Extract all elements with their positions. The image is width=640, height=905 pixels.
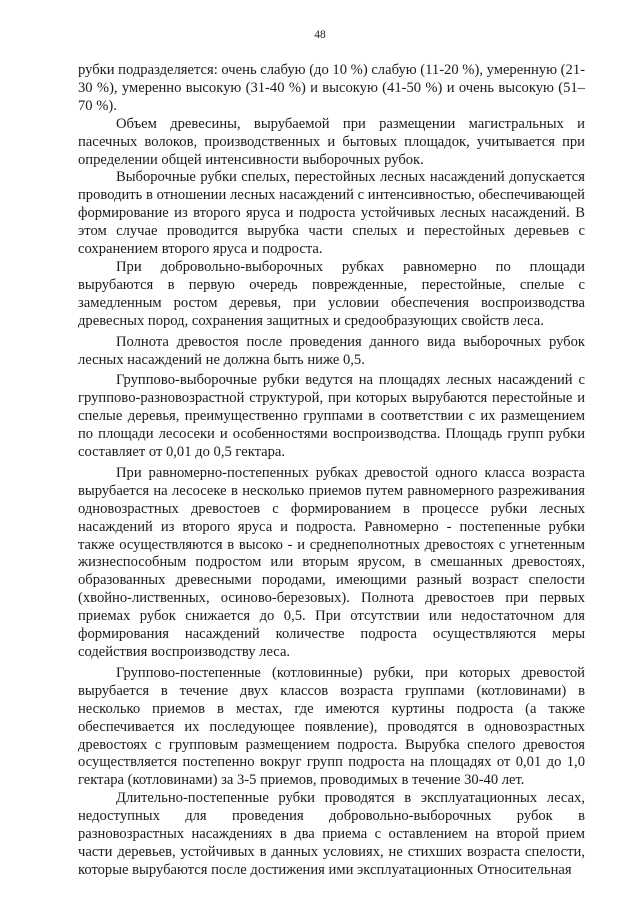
- paragraph-4: При добровольно-выборочных рубках равномерно по площади вырубаются в первую очередь поврежденные, перестойные, спелые с замедленным ростом деревья, при условии обеспечения воспроизводства древесных пород, сохранения защитных и средообразующих свойств леса.: [78, 258, 585, 329]
- body-text: [78, 62, 585, 880]
- paragraph-9: Длительно-постепенные рубки проводятся в эксплуатационных лесах, недоступных для проведения добровольно-выборочных рубок в разновозрастных насаждениях в два приема с оставлением на второй прием части деревьев, устойчивых в данных условиях, не стихших возраста спелости, которые вырубаются после достижения ими эксплуатационных Относительная: [78, 790, 585, 878]
- paragraph-7: При равномерно-постепенных рубках древостой одного класса возраста вырубается на лесосеке в несколько приемов путем равномерного разреживания одновозрастных древостоев с формированием в процессе рубки лесных насаждений из второго яруса и подроста. Равномерно - постепенные рубки также осуществляются в высоко - и среднеполнотных древостоях с угнетенным жизнеспособным подростом или вторым ярусом, в смешанных древостоях, образованных древесными породами, имеющими разный возраст спелости (хвойно-лиственных, осиново-березовых). Полнота древостоев при первых приемах рубок снижается до 0,5. При отсутствии или недостаточном для формирования насаждений количестве подроста осуществляются меры содействия воспроизводству леса.: [78, 464, 585, 660]
- paragraph-8: Групповo-постепенные (котловинные) рубки, при которых древостой вырубается в течение двух классов возраста группами (котловинами) в несколько приемов в местах, где имеются куртины подроста (а также обеспечивается их последующее появление), проводятся в одновозрастных древостоях с групповым размещением подроста. Вырубка спелого древостоя осуществляется постепенно вокруг групп подроста на площадях от 0,01 до 1,0 гектара (котловинами) за 3-5 приемов, проводимых в течение 30-40 лет.: [78, 664, 585, 789]
- paragraph-2: Объем древесины, вырубаемой при размещении магистральных и пасечных волоков, производственных и бытовых площадок, учитывается при определении общей интенсивности выборочных рубок.: [78, 115, 585, 168]
- paragraph-5: Полнота древостоя после проведения данного вида выборочных рубок лесных насаждений не должна быть ниже 0,5.: [78, 333, 585, 368]
- paragraph-3: Выборочные рубки спелых, перестойных лесных насаждений допускается проводить в отношении лесных насаждений с интенсивностью, обеспечивающей формирование из второго яруса и подроста устойчивых лесных насаждений. В этом случае проводится вырубка части спелых и перестойных деревьев с сохранением второго яруса и подроста.: [78, 169, 585, 258]
- paragraph-6: Групповo-выборочные рубки ведутся на площадях лесных насаждений с групповo-разновозрастной структурой, при которых вырубаются перестойные и спелые деревья, преимущественно группами в соответствии с их размещением по площади лесосеки и особенностями воспроизводства. Площадь групп рубки составляет от 0,01 до 0,5 гектара.: [78, 372, 585, 461]
- paragraph-1: рубки подразделяется: очень слабую (до 10 %) слабую (11-20 %), умеренную (21-30 %), умеренно высокую (31-40 %) и высокую (41-50 %) и очень высокую (51–70 %).: [78, 62, 585, 114]
- page-number: 48: [314, 29, 326, 41]
